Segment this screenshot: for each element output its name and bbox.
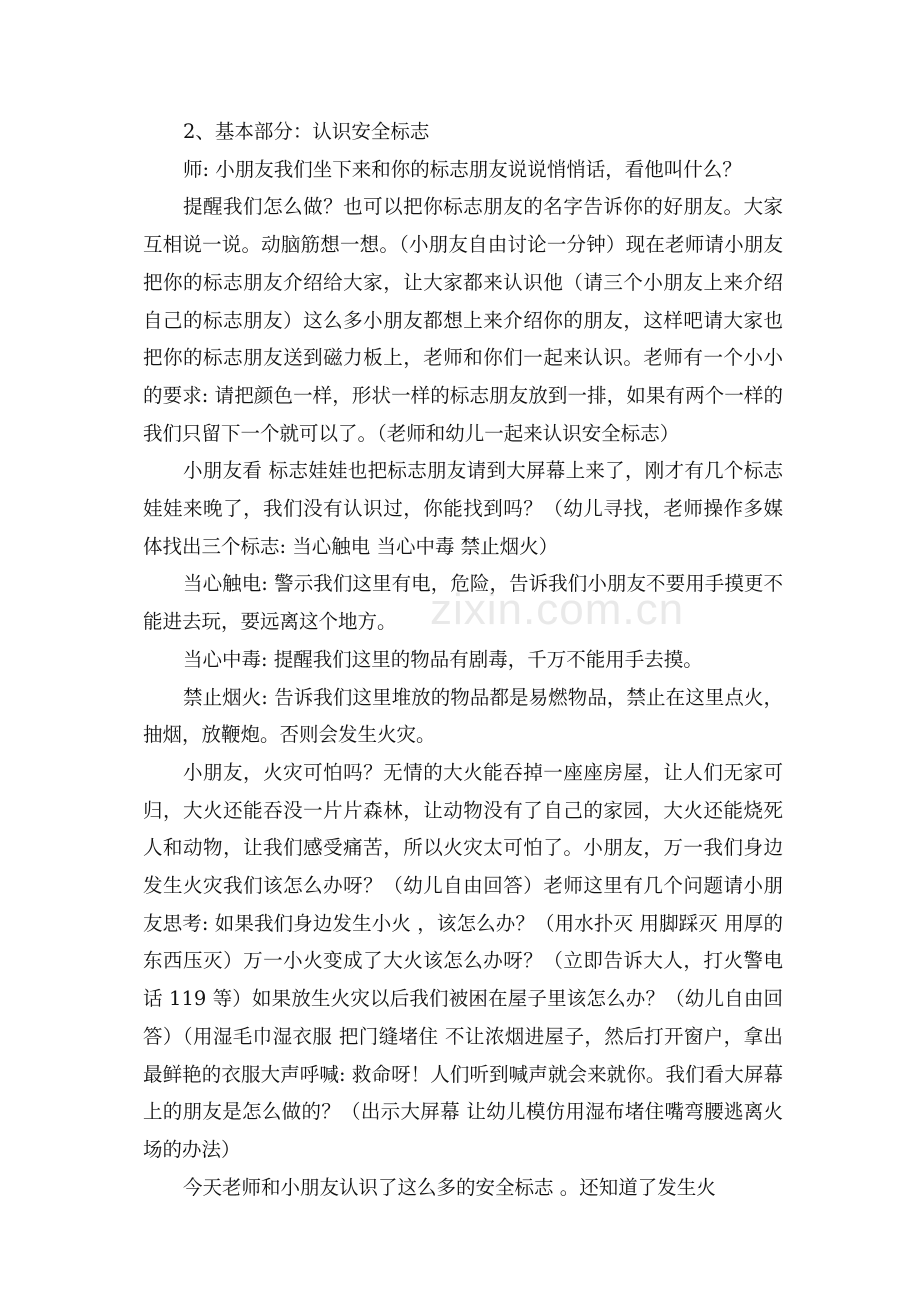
paragraph: 小朋友看 标志娃娃也把标志朋友请到大屏幕上来了，刚才有几个标志娃娃来晚了，我们没有认识过，你能找到吗？（幼儿寻找，老师操作多媒体找出三个标志: 当心触电 当心中毒 禁止烟火） — [143, 459, 783, 558]
document-body — [143, 113, 783, 1206]
paragraph: 师: 小朋友我们坐下来和你的标志朋友说说悄悄话，看他叫什么？ — [183, 157, 742, 181]
paragraph: 今天老师和小朋友认识了这么多的安全标志 。还知道了发生火 — [183, 1175, 716, 1199]
watermark: zixin.com.cn — [430, 585, 685, 634]
paragraph: 当心触电: 警示我们这里有电，危险，告诉我们小朋友不要用手摸更不能进去玩，要远离这个地方。 — [143, 572, 783, 634]
paragraph: 小朋友，火灾可怕吗？无情的大火能吞掉一座座房屋，让人们无家可归，大火还能吞没一片片森林，让动物没有了自己的家园，大火还能烧死人和动物，让我们感受痛苦，所以火灾太可怕了。小朋友，万一我们身边发生火灾我们该怎么办呀？（幼儿自由回答）老师这里有几个问题请小朋友思考: 如果我们身边发生小火 ，该怎么办？（用水扑灭 用脚踩灭 用厚的东西压灭）万一小火变成了大火该怎么办呀？（立即告诉大人，打火警电话 119 等）如果放生火灾以后我们被困在屋子里该怎么办？（幼儿自由回答）（用湿毛巾湿衣服 把门缝堵住 不让浓烟进屋子，然后打开窗户，拿出最鲜艳的衣服大声呼喊: 救命呀！人们听到喊声就会来就你。我们看大屏幕上的朋友是怎么做的？（出示大屏幕 让幼儿模仿用湿布堵住嘴弯腰逃离火场的办法） — [143, 760, 783, 1161]
paragraph: 提醒我们怎么做？也可以把你标志朋友的名字告诉你的好朋友。大家互相说一说。动脑筋想一想。（小朋友自由讨论一分钟）现在老师请小朋友把你的标志朋友介绍给大家，让大家都来认识他（请三个小朋友上来介绍自己的标志朋友）这么多小朋友都想上来介绍你的朋友，这样吧请大家也把你的标志朋友送到磁力板上，老师和你们一起来认识。老师有一个小小的要求: 请把颜色一样，形状一样的标志朋友放到一排，如果有两个一样的我们只留下一个就可以了。（老师和幼儿一起来认识安全标志） — [143, 195, 783, 445]
paragraph: 禁止烟火: 告诉我们这里堆放的物品都是易燃物品，禁止在这里点火，抽烟，放鞭炮。否则会发生火灾。 — [143, 685, 783, 747]
paragraph: 当心中毒: 提醒我们这里的物品有剧毒，千万不能用手去摸。 — [183, 647, 703, 671]
section-heading: 2、基本部分：认识安全标志 — [183, 120, 430, 143]
